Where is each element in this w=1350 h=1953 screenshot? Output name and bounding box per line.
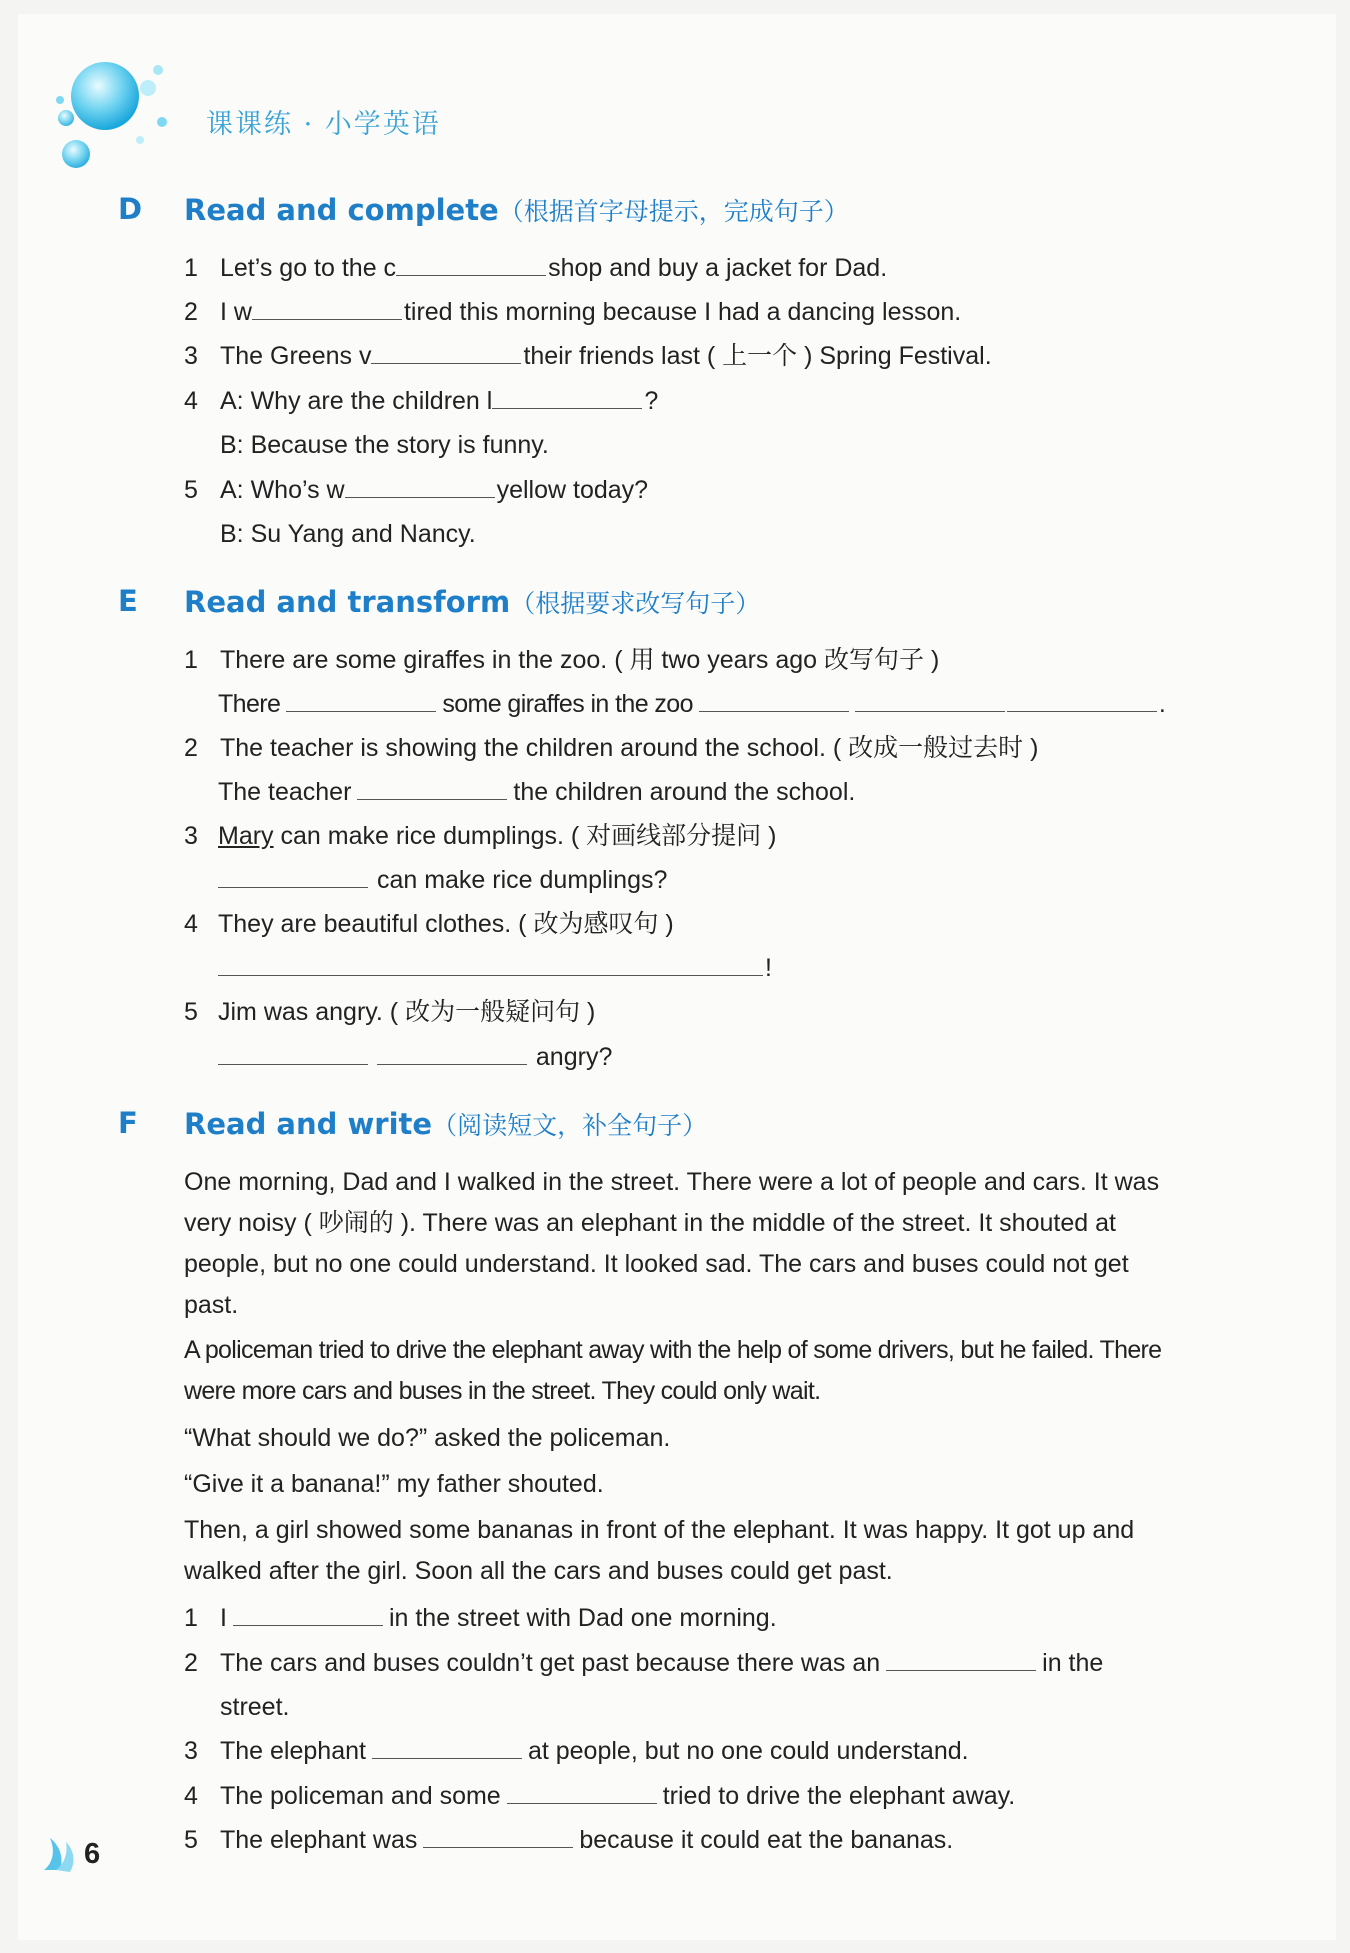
e-item-number: 3 [184, 822, 198, 850]
section-e-letter: E [118, 584, 138, 618]
answer-blank[interactable] [345, 475, 495, 498]
header-title: 课课练 · 小学英语 [206, 109, 441, 140]
answer-blank[interactable] [1007, 689, 1157, 712]
e-item-2-question: The teacher is showing the children around the school. ( 改成一般过去时 ) [220, 734, 1039, 762]
section-d-letter: D [118, 192, 143, 226]
f-item-3-text-b: at people, but no one could understand. [527, 1737, 969, 1765]
e-item-4-end: ! [765, 954, 772, 982]
f-item-number: 3 [184, 1737, 198, 1765]
f-item-2-text-c: street. [220, 1693, 290, 1721]
section-d-title [184, 192, 849, 228]
section-f-title [184, 1106, 707, 1142]
d-item-4-reply: B: Because the story is funny. [220, 431, 549, 459]
answer-blank[interactable] [371, 341, 521, 364]
section-e-title [184, 584, 760, 620]
answer-blank[interactable] [377, 1042, 527, 1065]
wave-icon [40, 1834, 84, 1874]
e-item-1-end: . [1158, 690, 1166, 718]
answer-blank[interactable] [855, 689, 1005, 712]
e-item-number: 2 [184, 734, 198, 762]
d-item-4-text-b: ? [644, 387, 659, 415]
passage-paragraph-3: “What should we do?” asked the policeman. [184, 1424, 671, 1452]
e-item-4-answer [218, 952, 772, 984]
d-item-5-text-b: yellow today? [496, 476, 649, 504]
f-item-1 [220, 1602, 777, 1634]
d-item-5-reply: B: Su Yang and Nancy. [220, 520, 476, 548]
answer-blank[interactable] [886, 1648, 1036, 1671]
answer-blank[interactable] [357, 777, 507, 800]
e-item-1-question: There are some giraffes in the zoo. ( 用 two years ago 改写句子 ) [220, 646, 940, 674]
d-item-4 [220, 385, 658, 417]
d-item-2 [220, 296, 961, 328]
section-d-subtitle: （根据首字母提示，完成句子） [498, 197, 849, 226]
e-item-3-answer [218, 864, 667, 896]
d-item-2-text-a: I w [220, 298, 252, 326]
d-item-number: 5 [184, 476, 198, 504]
e-item-number: 4 [184, 910, 198, 938]
section-f-letter: F [118, 1106, 138, 1140]
e-item-2-text-b: the children around the school. [513, 778, 856, 806]
section-f-title-text: Read and write [184, 1107, 433, 1141]
answer-blank[interactable] [396, 253, 546, 276]
e-item-3-question-text: can make rice dumplings. ( 对画线部分提问 ) [273, 822, 777, 850]
answer-blank[interactable] [233, 1603, 383, 1626]
f-item-2-text-b: in the [1042, 1649, 1104, 1677]
answer-blank[interactable] [218, 1042, 368, 1065]
answer-blank[interactable] [252, 297, 402, 320]
d-item-3-text-a: The Greens v [220, 342, 372, 370]
e-item-1-text-a: There [218, 690, 281, 718]
e-item-2-text-a: The teacher [218, 778, 352, 806]
d-item-number: 3 [184, 342, 198, 370]
d-item-1 [220, 252, 887, 284]
passage-paragraph-2: A policeman tried to drive the elephant away with the help of some drivers, but he failed. There were more cars and buses in the street. They could only wait. [184, 1336, 1162, 1405]
f-item-2 [220, 1647, 1103, 1679]
f-item-5 [220, 1824, 953, 1856]
section-e-subtitle: （根据要求改写句子） [510, 589, 761, 618]
answer-blank[interactable] [492, 386, 642, 409]
answer-blank[interactable] [218, 953, 763, 976]
d-item-number: 4 [184, 387, 198, 415]
e-item-5-text-b: angry? [535, 1043, 613, 1071]
d-item-number: 2 [184, 298, 198, 326]
f-item-4-text-b: tried to drive the elephant away. [662, 1782, 1016, 1810]
f-item-1-text-b: in the street with Dad one morning. [388, 1604, 777, 1632]
e-item-3-text-b: can make rice dumplings? [376, 866, 668, 894]
section-e-title-text: Read and transform [184, 585, 511, 619]
f-item-3-text-a: The elephant [220, 1737, 366, 1765]
answer-blank[interactable] [372, 1736, 522, 1759]
d-item-2-text-b: tired this morning because I had a dancing lesson. [403, 298, 962, 326]
e-item-number: 5 [184, 998, 198, 1026]
passage-paragraph-5: Then, a girl showed some bananas in front of the elephant. It was happy. It got up and walked after the girl. Soon all the cars and buses could get past. [184, 1516, 1135, 1585]
d-item-1-text-b: shop and buy a jacket for Dad. [548, 254, 888, 282]
d-item-3 [220, 340, 992, 372]
answer-blank[interactable] [423, 1825, 573, 1848]
d-item-3-text-b: their friends last ( 上一个 ) Spring Festival. [523, 342, 992, 370]
e-item-5-question: Jim was angry. ( 改为一般疑问句 ) [218, 998, 596, 1026]
answer-blank[interactable] [286, 689, 436, 712]
d-item-1-text-a: Let’s go to the c [220, 254, 397, 282]
e-item-5-answer [218, 1041, 612, 1073]
f-item-2-text-a: The cars and buses couldn’t get past because there was an [220, 1649, 881, 1677]
d-item-number: 1 [184, 254, 198, 282]
f-item-number: 2 [184, 1649, 198, 1677]
f-item-4-text-a: The policeman and some [220, 1782, 501, 1810]
f-item-3 [220, 1735, 969, 1767]
page-number: 6 [84, 1838, 101, 1870]
answer-blank[interactable] [218, 865, 368, 888]
answer-blank[interactable] [699, 689, 849, 712]
f-item-5-text-b: because it could eat the bananas. [579, 1826, 954, 1854]
section-d-title-text: Read and complete [184, 193, 499, 227]
e-item-1-text-b: some giraffes in the zoo [442, 690, 693, 718]
f-item-1-text-a: I [220, 1604, 227, 1632]
section-f-subtitle: （阅读短文，补全句子） [432, 1111, 708, 1140]
bubbles-decoration [48, 56, 188, 176]
d-item-5-text-a: A: Who’s w [220, 476, 345, 504]
passage-paragraph-1: One morning, Dad and I walked in the street. There were a lot of people and cars. It was very noisy ( 吵闹的 ). There was an elephant in the middle of the street. It shouted at people, but no one could understand. It looked sad. The cars and buses could not get past. [184, 1168, 1160, 1319]
f-item-number: 4 [184, 1782, 198, 1810]
d-item-5 [220, 474, 648, 506]
d-item-4-text-a: A: Why are the children l [220, 387, 493, 415]
e-item-2-answer [218, 776, 855, 808]
e-item-3-question [218, 820, 776, 852]
e-item-3-underlined-word: Mary [218, 822, 274, 850]
e-item-1-answer [218, 688, 1165, 720]
f-item-number: 5 [184, 1826, 198, 1854]
f-item-4 [220, 1780, 1015, 1812]
answer-blank[interactable] [507, 1781, 657, 1804]
e-item-number: 1 [184, 646, 198, 674]
f-item-number: 1 [184, 1604, 198, 1632]
e-item-4-question: They are beautiful clothes. ( 改为感叹句 ) [218, 910, 674, 938]
f-item-5-text-a: The elephant was [220, 1826, 418, 1854]
passage-paragraph-4: “Give it a banana!” my father shouted. [184, 1470, 604, 1498]
